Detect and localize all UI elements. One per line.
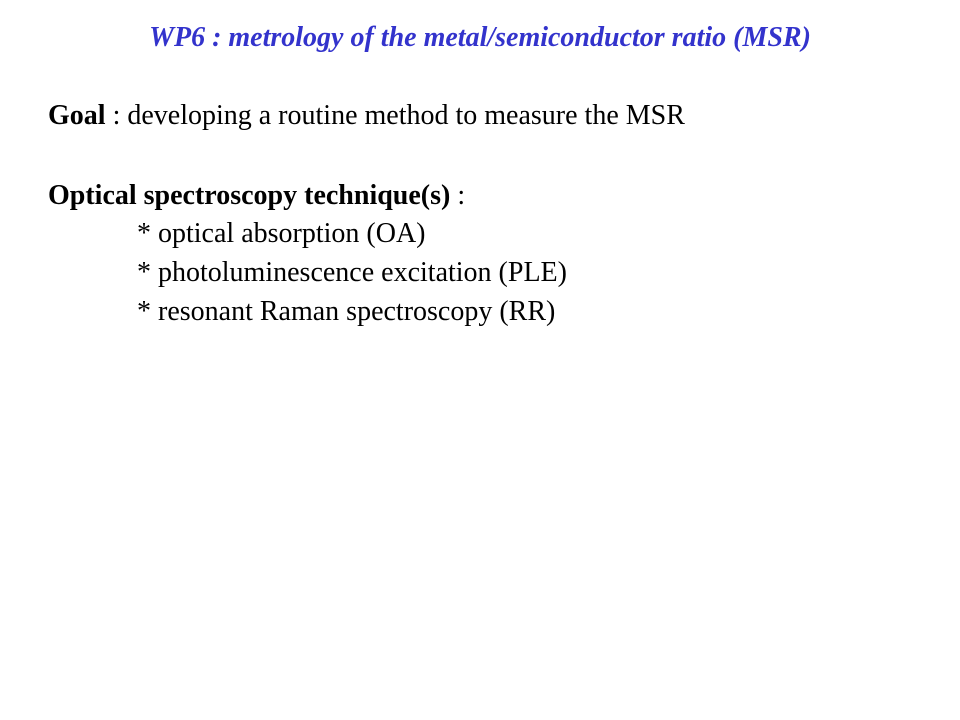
goal-label: Goal (48, 100, 106, 131)
technique-item: * resonant Raman spectroscopy (RR) (137, 296, 556, 327)
slide-title: WP6 : metrology of the metal/semiconductor ratio (MSR) (149, 22, 811, 53)
goal-text: : developing a routine method to measure the MSR (105, 100, 685, 131)
techniques-heading-line (48, 179, 465, 213)
goal-line (48, 99, 685, 133)
techniques-heading: Optical spectroscopy technique(s) (48, 180, 451, 211)
techniques-heading-suffix: : (450, 180, 466, 211)
technique-item: * optical absorption (OA) (137, 218, 426, 249)
technique-item: * photoluminescence excitation (PLE) (137, 257, 567, 288)
